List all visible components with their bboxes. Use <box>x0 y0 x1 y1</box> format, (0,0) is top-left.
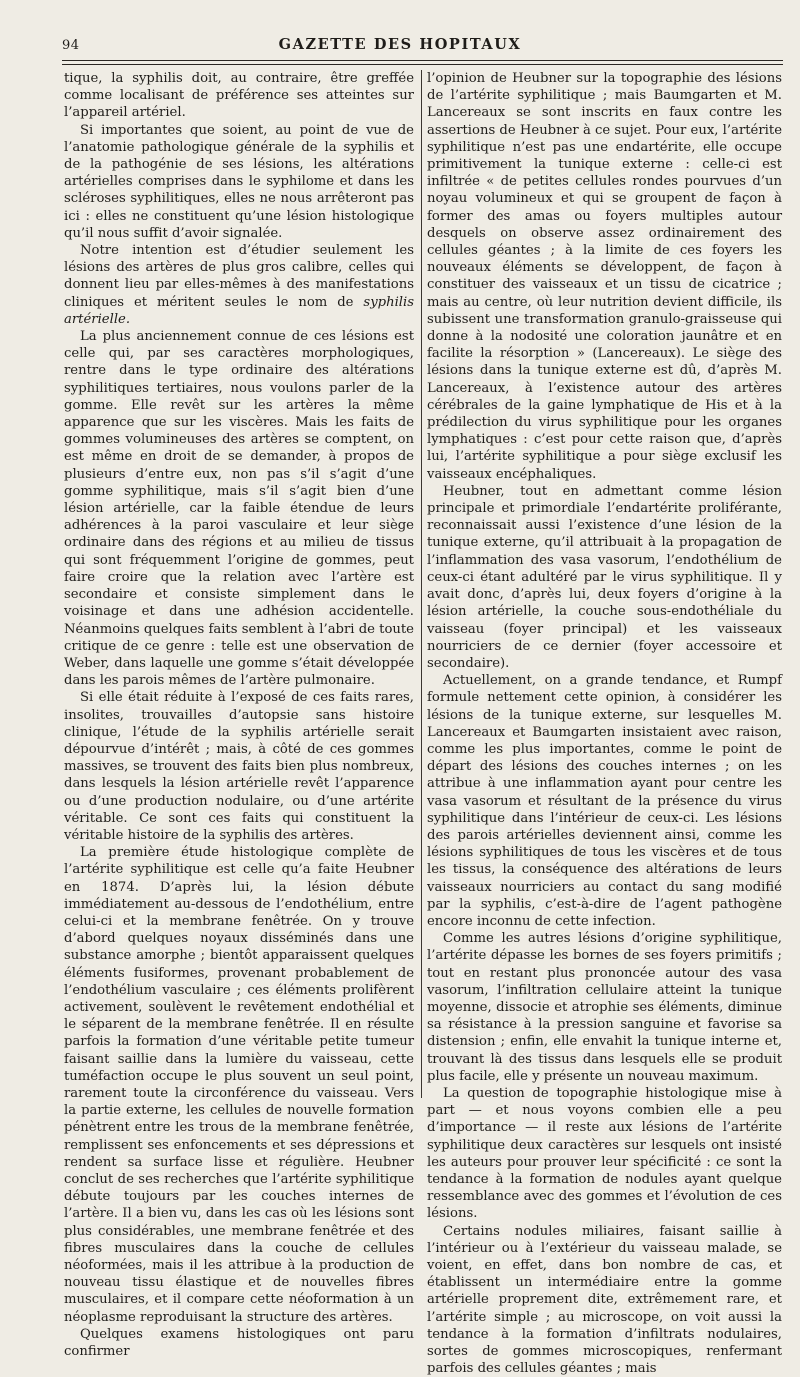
paragraph: La question de topographie histologique mise à part — et nous voyons combien elle a peu d’importance — il reste aux lésions de l’artérite syphilitique deux caractères sur lesquels ont insisté les auteurs pour prouver leur spécificité : ce sont la tendance à la formation de nodules ayant quelque ressemblance avec des gommes et l’évolution de ces lésions. <box>427 1085 782 1222</box>
paragraph: Comme les autres lésions d’origine syphilitique, l’artérite dépasse les bornes de ses foyers primitifs ; tout en restant plus prononcée autour des vasa vasorum, l’infiltration cellulaire atteint la tunique moyenne, dissocie et atrophie ses éléments, diminue sa résistance à la pression sanguine et favorise sa distension ; enfin, elle envahit la tunique interne et, trouvant là des tissus dans lesquels elle se produit plus facile, elle y présente un nouveau maximum. <box>427 931 782 1084</box>
column-divider <box>421 70 422 1098</box>
page-number: 94 <box>62 38 80 53</box>
paragraph: Quelques examens histologiques ont paru confirmer <box>64 1326 414 1360</box>
running-head: GAZETTE DES HOPITAUX <box>278 36 522 53</box>
paragraph: La première étude histologique complète de l’artérite syphilitique est celle qu’a faite Heubner en 1874. D’après lui, la lésion débute immédiatement au-dessous de l’endothélium, entre celui-ci et la membrane fenêtrée. On y trouve d’abord quelques noyaux disséminés dans une substance amorphe ; bientôt apparaissent quelques éléments fusiformes, provenant probablement de l’endothélium vasculaire ; ces éléments prolifèrent activement, soulèvent le revêtement endothélial et le séparent de la membrane fenêtrée. Il en résulte parfois la formation d’une véritable petite tumeur faisant saillie dans la lumière du vaisseau, cette tuméfaction occupe le plus souvent un seul point, rarement toute la circonférence du vaisseau. Vers la partie externe, les cellules de nouvelle formation pénètrent entre les trous de la membrane fenêtrée, remplissent ses enfoncements et ses dépressions et rendent sa surface lisse et régulière. Heubner conclut de ses recherches que l’artérite syphilitique débute toujours par les couches internes de l’artère. Il a bien vu, dans les cas où les lésions sont plus considérables, une membrane fenêtrée et des fibres musculaires dans la couche de cellules néoformées, mais il les attribue à la production de nouveau tissu élastique et de nouvelles fibres musculaires, et il compare cette néoformation à un néoplasme reproduisant la structure des artères. <box>64 845 414 1325</box>
paragraph: Si importantes que soient, au point de vue de l’anatomie pathologique générale de la syphilis et de la pathogénie de ses lésions, les altérations artérielles comprises dans le syphilome et dans les scléroses syphilitiques, elles ne nous arrêteront pas ici : elles ne constituent qu’une lésion histologique qu’il nous suffit d’avoir signalée. <box>64 122 414 241</box>
paragraph-text: Notre intention est d’étudier seulement les lésions des artères de plus gros calibre, celles qui donnent lieu par elles-mêmes à des manifestations cliniques et méritent seules le nom de <box>64 243 414 310</box>
right-column <box>427 70 782 1377</box>
paragraph: Certains nodules miliaires, faisant saillie à l’intérieur ou à l’extérieur du vaisseau malade, se voient, en effet, dans bon nombre de cas, et établissent un intermédiaire entre la gomme artérielle proprement dite, extrêmement rare, et l’artérite simple ; au microscope, on voit aussi la tendance à la formation d’infiltrats nodulaires, sortes de gommes microscopiques, renfermant parfois des cellules géantes ; mais <box>427 1223 782 1377</box>
paragraph: tique, la syphilis doit, au contraire, être greffée comme localisant de préférence ses atteintes sur l’appareil artériel. <box>64 71 414 121</box>
left-column <box>64 70 414 1360</box>
paragraph <box>64 242 414 328</box>
header-rule-thin <box>62 64 783 65</box>
paragraph: l’opinion de Heubner sur la topographie des lésions de l’artérite syphilitique ; mais Baumgarten et M. Lancereaux se sont inscrits en faux contre les assertions de Heubner à ce sujet. Pour eux, l’artérite syphilitique n’est pas une endartérite, elle occupe primitivement la tunique externe : celle-ci est infiltrée « de petites cellules rondes pourvues d’un noyau volumineux et qui se groupent de façon à former des amas ou foyers multiples autour desquels on observe assez ordinairement des cellules géantes ; à la limite de ces foyers les nouveaux éléments se développent, de façon à constituer des vaisseaux et un tissu de cicatrice ; mais au centre, où leur nutrition devient difficile, ils subissent une transformation granulo-graisseuse qui donne à la nodosité une coloration jaunâtre et en facilite la résorption » (Lancereaux). Le siège des lésions dans la tunique externe est dû, d’après M. Lancereaux, à l’existence autour des artères cérébrales de la gaine lymphatique de His et à la prédilection du virus syphilitique pour les organes lymphatiques : c’est pour cette raison que, d’après lui, l’artérite syphilitique a pour siège exclusif les vaisseaux encéphaliques. <box>427 71 782 482</box>
italic-term: syphilis artérielle. <box>64 294 414 327</box>
header-rule <box>62 60 783 61</box>
paragraph: La plus anciennement connue de ces lésions est celle qui, par ses caractères morphologiques, rentre dans le type ordinaire des altérations syphilitiques tertiaires, nous voulons parler de la gomme. Elle revêt sur les artères la même apparence que sur les viscères. Mais les faits de gommes volumineuses des artères se comptent, on est même en droit de se demander, à propos de plusieurs d’entre eux, non pas s’il s’agit d’une gomme syphilitique, mais s’il s’agit bien d’une lésion artérielle, car la faible étendue de leurs adhérences à la paroi vasculaire et leur siège ordinaire dans des régions et au milieu de tissus qui sont fréquemment l’origine de gommes, peut faire croire que la relation avec l’artère est secondaire et consiste simplement dans le voisinage et dans une adhésion accidentelle. Néanmoins quelques faits semblent à l’abri de toute critique de ce genre : telle est une observation de Weber, dans laquelle une gomme s’était développée dans les parois mêmes de l’artère pulmonaire. <box>64 329 414 689</box>
paragraph: Actuellement, on a grande tendance, et Rumpf formule nettement cette opinion, à considérer les lésions de la tunique externe, sur lesquelles M. Lancereaux et Baumgarten insistaient avec raison, comme les plus importantes, comme le point de départ des lésions des couches internes ; on les attribue à une inflammation ayant pour centre les vasa vasorum et résultant de la présence du virus syphilitique dans l’intérieur de ceux-ci. Les lésions des parois artérielles deviennent ainsi, comme les lésions syphilitiques de tous les viscères et de tous les tissus, la conséquence des altérations de leurs vaisseaux nourriciers au contact du sang modifié par la syphilis, c’est-à-dire de l’agent pathogène encore inconnu de cette infection. <box>427 673 782 929</box>
paragraph: Heubner, tout en admettant comme lésion principale et primordiale l’endartérite proliférante, reconnaissait aussi l’existence d’une lésion de la tunique externe, qu’il attribuait à la propagation de l’inflammation des vasa vasorum, l’endothélium de ceux-ci étant adultéré par le virus syphilitique. Il y avait donc, d’après lui, deux foyers d’origine à la lésion artérielle, la couche sous-endothéliale du vaisseau (foyer principal) et les vaisseaux nourriciers de ce dernier (foyer accessoire et secondaire). <box>427 483 782 671</box>
paragraph: Si elle était réduite à l’exposé de ces faits rares, insolites, trouvailles d’autopsie sans histoire clinique, l’étude de la syphilis artérielle serait dépourvue d’intérêt ; mais, à côté de ces gommes massives, se trouvent des faits bien plus nombreux, dans lesquels la lésion artérielle revêt l’apparence ou d’une production nodulaire, ou d’une artérite véritable. Ce sont ces faits qui constituent la véritable histoire de la syphilis des artères. <box>64 690 414 843</box>
